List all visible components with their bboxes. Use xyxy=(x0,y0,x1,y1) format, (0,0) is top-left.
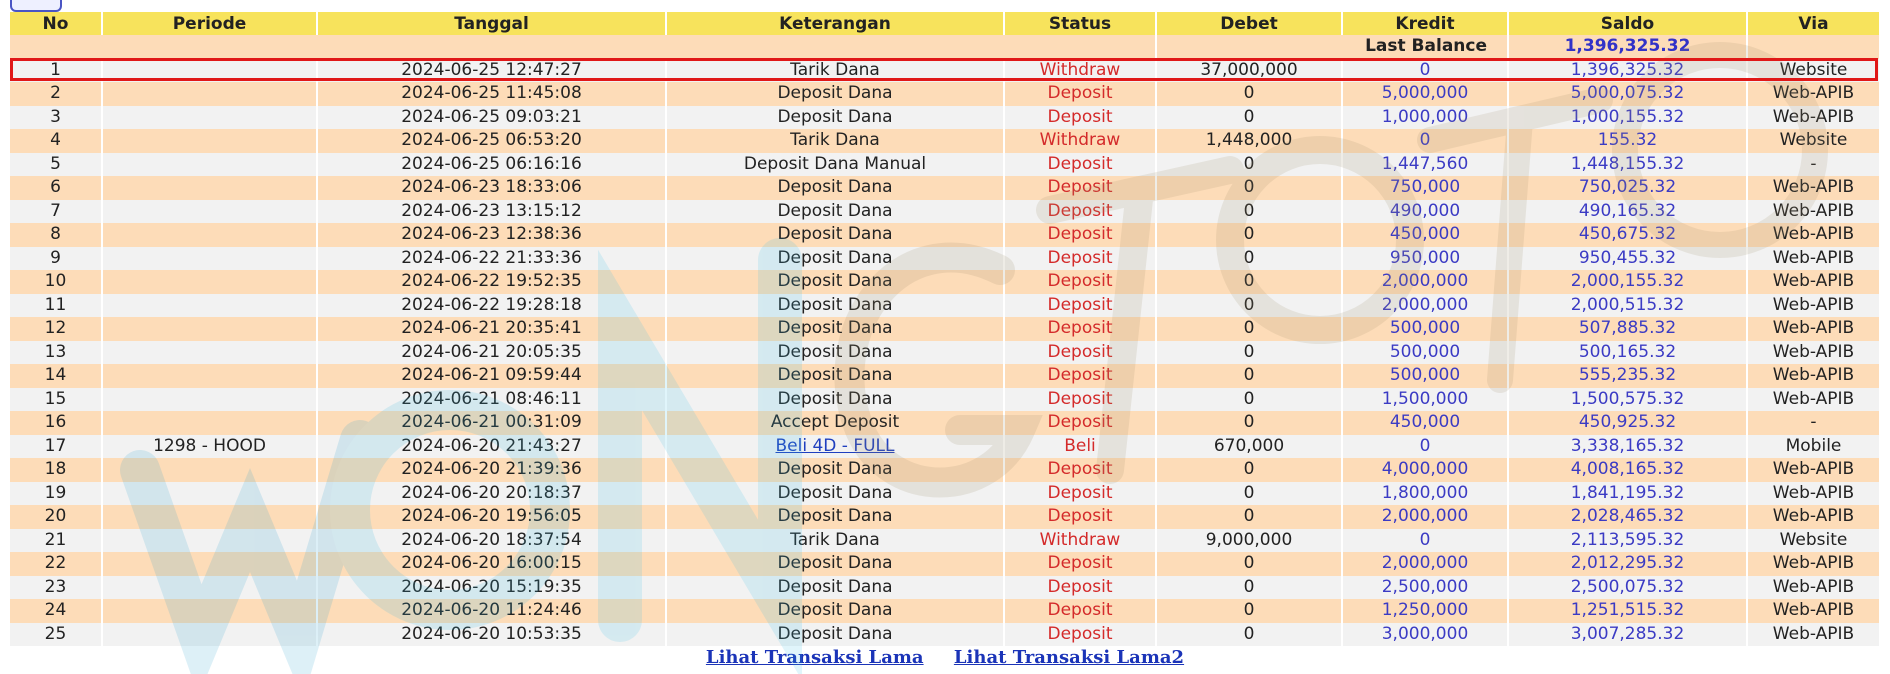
cell-periode xyxy=(102,294,317,318)
cell-no: 2 xyxy=(10,82,102,106)
cell-no: 20 xyxy=(10,505,102,529)
cell-status: Deposit xyxy=(1004,341,1156,365)
table-row xyxy=(10,435,1880,459)
cell-no: 5 xyxy=(10,153,102,177)
cell-no: 7 xyxy=(10,200,102,224)
table-row xyxy=(10,176,1880,200)
cell-status: Deposit xyxy=(1004,106,1156,130)
cell-kredit: 2,000,000 xyxy=(1342,552,1508,576)
cell-saldo: 155.32 xyxy=(1508,129,1747,153)
cell-saldo: 4,008,165.32 xyxy=(1508,458,1747,482)
cell-keterangan: Accept Deposit xyxy=(666,411,1004,435)
cell-status: Deposit xyxy=(1004,599,1156,623)
cell-keterangan: Deposit Dana xyxy=(666,270,1004,294)
cell-saldo: 500,165.32 xyxy=(1508,341,1747,365)
cell-status: Withdraw xyxy=(1004,59,1156,83)
cell-status: Deposit xyxy=(1004,505,1156,529)
cell-kredit: 2,500,000 xyxy=(1342,576,1508,600)
cell-keterangan: Deposit Dana xyxy=(666,623,1004,647)
table-row xyxy=(10,411,1880,435)
cell-keterangan: Deposit Dana xyxy=(666,505,1004,529)
table-row xyxy=(10,317,1880,341)
cell-kredit: 500,000 xyxy=(1342,341,1508,365)
cell-status: Deposit xyxy=(1004,623,1156,647)
table-row xyxy=(10,294,1880,318)
cell-kredit: 1,250,000 xyxy=(1342,599,1508,623)
cell-saldo: 3,338,165.32 xyxy=(1508,435,1747,459)
document-icon xyxy=(10,0,62,12)
cell-keterangan: Deposit Dana Manual xyxy=(666,153,1004,177)
header-debet: Debet xyxy=(1156,12,1342,35)
cell-keterangan: Deposit Dana xyxy=(666,364,1004,388)
cell-via: Web-APIB xyxy=(1747,505,1880,529)
cell-periode xyxy=(102,247,317,271)
table-row xyxy=(10,388,1880,412)
cell-tanggal: 2024-06-23 18:33:06 xyxy=(317,176,666,200)
cell-no: 8 xyxy=(10,223,102,247)
cell-keterangan: Deposit Dana xyxy=(666,106,1004,130)
cell-keterangan xyxy=(666,435,1004,459)
header-no: No xyxy=(10,12,102,35)
cell-debet: 0 xyxy=(1156,82,1342,106)
header-via: Via xyxy=(1747,12,1880,35)
cell-debet: 0 xyxy=(1156,599,1342,623)
cell-via: Web-APIB xyxy=(1747,200,1880,224)
cell-tanggal: 2024-06-21 20:35:41 xyxy=(317,317,666,341)
cell-keterangan: Deposit Dana xyxy=(666,200,1004,224)
cell-kredit: 0 xyxy=(1342,529,1508,553)
cell-kredit: 2,000,000 xyxy=(1342,270,1508,294)
cell-tanggal: 2024-06-23 13:15:12 xyxy=(317,200,666,224)
cell-status: Deposit xyxy=(1004,82,1156,106)
cell-tanggal: 2024-06-20 20:18:37 xyxy=(317,482,666,506)
cell-periode xyxy=(102,200,317,224)
cell-no: 15 xyxy=(10,388,102,412)
cell-kredit: 500,000 xyxy=(1342,364,1508,388)
cell-tanggal: 2024-06-21 09:59:44 xyxy=(317,364,666,388)
cell-periode xyxy=(102,505,317,529)
cell-periode xyxy=(102,153,317,177)
header-periode: Periode xyxy=(102,12,317,35)
cell-via: Web-APIB xyxy=(1747,82,1880,106)
cell-debet: 0 xyxy=(1156,364,1342,388)
header-keterangan: Keterangan xyxy=(666,12,1004,35)
cell-periode xyxy=(102,176,317,200)
cell-kredit: 490,000 xyxy=(1342,200,1508,224)
cell-tanggal: 2024-06-22 21:33:36 xyxy=(317,247,666,271)
cell-keterangan: Deposit Dana xyxy=(666,82,1004,106)
cell-saldo: 2,028,465.32 xyxy=(1508,505,1747,529)
cell-via: Web-APIB xyxy=(1747,106,1880,130)
cell-periode xyxy=(102,482,317,506)
cell-no: 1 xyxy=(10,59,102,83)
cell-keterangan: Deposit Dana xyxy=(666,599,1004,623)
cell-periode xyxy=(102,270,317,294)
cell-debet: 0 xyxy=(1156,576,1342,600)
cell-tanggal: 2024-06-22 19:52:35 xyxy=(317,270,666,294)
cell-status: Deposit xyxy=(1004,552,1156,576)
cell-periode xyxy=(102,529,317,553)
cell-keterangan: Deposit Dana xyxy=(666,341,1004,365)
header-tanggal: Tanggal xyxy=(317,12,666,35)
cell-kredit: 450,000 xyxy=(1342,411,1508,435)
cell-kredit: 0 xyxy=(1342,435,1508,459)
cell-tanggal: 2024-06-25 09:03:21 xyxy=(317,106,666,130)
cell-keterangan: Deposit Dana xyxy=(666,247,1004,271)
cell-status: Deposit xyxy=(1004,270,1156,294)
cell-keterangan: Deposit Dana xyxy=(666,317,1004,341)
cell-no: 16 xyxy=(10,411,102,435)
cell-saldo: 1,500,575.32 xyxy=(1508,388,1747,412)
cell-tanggal: 2024-06-20 18:37:54 xyxy=(317,529,666,553)
cell-periode xyxy=(102,317,317,341)
cell-no: 14 xyxy=(10,364,102,388)
cell-debet: 0 xyxy=(1156,176,1342,200)
cell-debet: 0 xyxy=(1156,388,1342,412)
table-row xyxy=(10,59,1880,83)
cell-periode xyxy=(102,458,317,482)
cell-periode xyxy=(102,411,317,435)
cell-saldo: 750,025.32 xyxy=(1508,176,1747,200)
cell-saldo: 2,012,295.32 xyxy=(1508,552,1747,576)
cell-kredit: 450,000 xyxy=(1342,223,1508,247)
cell-debet: 0 xyxy=(1156,623,1342,647)
cell-tanggal: 2024-06-21 20:05:35 xyxy=(317,341,666,365)
cell-status: Deposit xyxy=(1004,576,1156,600)
last-balance-value: 1,396,325.32 xyxy=(1508,35,1747,59)
cell-kredit: 1,447,560 xyxy=(1342,153,1508,177)
cell-kredit: 0 xyxy=(1342,129,1508,153)
cell-via: Web-APIB xyxy=(1747,576,1880,600)
cell-saldo: 490,165.32 xyxy=(1508,200,1747,224)
cell-via: - xyxy=(1747,153,1880,177)
cell-status: Withdraw xyxy=(1004,529,1156,553)
cell-no: 22 xyxy=(10,552,102,576)
transaction-detail-link[interactable]: Beli 4D - FULL xyxy=(775,435,895,456)
cell-no: 18 xyxy=(10,458,102,482)
cell-no: 25 xyxy=(10,623,102,647)
table-row xyxy=(10,106,1880,130)
cell-via: Web-APIB xyxy=(1747,176,1880,200)
cell-status: Deposit xyxy=(1004,294,1156,318)
cell-saldo: 1,448,155.32 xyxy=(1508,153,1747,177)
cell-status: Deposit xyxy=(1004,223,1156,247)
cell-status: Deposit xyxy=(1004,364,1156,388)
cell-via: Web-APIB xyxy=(1747,388,1880,412)
cell-keterangan: Deposit Dana xyxy=(666,576,1004,600)
cell-keterangan: Deposit Dana xyxy=(666,294,1004,318)
cell-via: Web-APIB xyxy=(1747,247,1880,271)
cell-via: Web-APIB xyxy=(1747,458,1880,482)
cell-periode xyxy=(102,341,317,365)
cell-debet: 0 xyxy=(1156,106,1342,130)
cell-via: Website xyxy=(1747,529,1880,553)
cell-debet: 0 xyxy=(1156,317,1342,341)
cell-status: Beli xyxy=(1004,435,1156,459)
table-row xyxy=(10,247,1880,271)
cell-status: Deposit xyxy=(1004,200,1156,224)
cell-tanggal: 2024-06-21 00:31:09 xyxy=(317,411,666,435)
cell-tanggal: 2024-06-20 21:39:36 xyxy=(317,458,666,482)
cell-no: 17 xyxy=(10,435,102,459)
header-kredit: Kredit xyxy=(1342,12,1508,35)
cell-status: Deposit xyxy=(1004,176,1156,200)
cell-via: Web-APIB xyxy=(1747,623,1880,647)
cell-no: 13 xyxy=(10,341,102,365)
cell-saldo: 2,000,515.32 xyxy=(1508,294,1747,318)
table-row xyxy=(10,576,1880,600)
cell-kredit: 2,000,000 xyxy=(1342,505,1508,529)
table-row xyxy=(10,505,1880,529)
cell-tanggal: 2024-06-20 10:53:35 xyxy=(317,623,666,647)
cell-saldo: 2,113,595.32 xyxy=(1508,529,1747,553)
table-row xyxy=(10,223,1880,247)
cell-status: Deposit xyxy=(1004,411,1156,435)
table-row xyxy=(10,623,1880,647)
cell-debet: 0 xyxy=(1156,505,1342,529)
cell-debet: 0 xyxy=(1156,341,1342,365)
table-row xyxy=(10,270,1880,294)
cell-saldo: 1,000,155.32 xyxy=(1508,106,1747,130)
cell-debet: 0 xyxy=(1156,223,1342,247)
cell-debet: 0 xyxy=(1156,270,1342,294)
cell-saldo: 450,675.32 xyxy=(1508,223,1747,247)
table-row xyxy=(10,599,1880,623)
cell-via: Web-APIB xyxy=(1747,317,1880,341)
cell-debet: 0 xyxy=(1156,458,1342,482)
cell-debet: 9,000,000 xyxy=(1156,529,1342,553)
last-balance-row xyxy=(10,35,1880,59)
cell-kredit: 0 xyxy=(1342,59,1508,83)
cell-status: Deposit xyxy=(1004,247,1156,271)
cell-tanggal: 2024-06-21 08:46:11 xyxy=(317,388,666,412)
transaction-table xyxy=(10,12,1881,646)
cell-via: Web-APIB xyxy=(1747,364,1880,388)
cell-saldo: 3,007,285.32 xyxy=(1508,623,1747,647)
cell-no: 19 xyxy=(10,482,102,506)
cell-via: - xyxy=(1747,411,1880,435)
cell-saldo: 5,000,075.32 xyxy=(1508,82,1747,106)
cell-no: 4 xyxy=(10,129,102,153)
table-row xyxy=(10,552,1880,576)
table-row xyxy=(10,364,1880,388)
cell-tanggal: 2024-06-25 12:47:27 xyxy=(317,59,666,83)
cell-periode xyxy=(102,388,317,412)
cell-saldo: 450,925.32 xyxy=(1508,411,1747,435)
cell-kredit: 1,000,000 xyxy=(1342,106,1508,130)
table-row xyxy=(10,200,1880,224)
cell-debet: 1,448,000 xyxy=(1156,129,1342,153)
cell-periode xyxy=(102,129,317,153)
cell-periode xyxy=(102,576,317,600)
cell-debet: 37,000,000 xyxy=(1156,59,1342,83)
cell-saldo: 1,841,195.32 xyxy=(1508,482,1747,506)
cell-via: Website xyxy=(1747,129,1880,153)
cell-debet: 670,000 xyxy=(1156,435,1342,459)
cell-debet: 0 xyxy=(1156,294,1342,318)
cell-kredit: 750,000 xyxy=(1342,176,1508,200)
cell-via: Website xyxy=(1747,59,1880,83)
cell-keterangan: Tarik Dana xyxy=(666,529,1004,553)
cell-tanggal: 2024-06-22 19:28:18 xyxy=(317,294,666,318)
cell-tanggal: 2024-06-20 19:56:05 xyxy=(317,505,666,529)
footer-links xyxy=(0,647,1890,668)
cell-via: Web-APIB xyxy=(1747,270,1880,294)
cell-kredit: 500,000 xyxy=(1342,317,1508,341)
header-saldo: Saldo xyxy=(1508,12,1747,35)
cell-status: Withdraw xyxy=(1004,129,1156,153)
cell-kredit: 2,000,000 xyxy=(1342,294,1508,318)
cell-debet: 0 xyxy=(1156,153,1342,177)
cell-debet: 0 xyxy=(1156,552,1342,576)
cell-no: 6 xyxy=(10,176,102,200)
cell-debet: 0 xyxy=(1156,482,1342,506)
lihat-transaksi-lama2-link[interactable]: Lihat Transaksi Lama2 xyxy=(953,647,1185,668)
cell-periode xyxy=(102,106,317,130)
cell-saldo: 507,885.32 xyxy=(1508,317,1747,341)
cell-tanggal: 2024-06-23 12:38:36 xyxy=(317,223,666,247)
cell-via: Mobile xyxy=(1747,435,1880,459)
cell-periode xyxy=(102,364,317,388)
cell-status: Deposit xyxy=(1004,388,1156,412)
cell-no: 23 xyxy=(10,576,102,600)
cell-kredit: 5,000,000 xyxy=(1342,82,1508,106)
cell-via: Web-APIB xyxy=(1747,294,1880,318)
cell-saldo: 555,235.32 xyxy=(1508,364,1747,388)
cell-tanggal: 2024-06-20 21:43:27 xyxy=(317,435,666,459)
cell-kredit: 1,800,000 xyxy=(1342,482,1508,506)
cell-periode xyxy=(102,552,317,576)
cell-keterangan: Deposit Dana xyxy=(666,458,1004,482)
cell-tanggal: 2024-06-20 16:00:15 xyxy=(317,552,666,576)
cell-no: 3 xyxy=(10,106,102,130)
cell-kredit: 1,500,000 xyxy=(1342,388,1508,412)
cell-tanggal: 2024-06-25 11:45:08 xyxy=(317,82,666,106)
cell-keterangan: Tarik Dana xyxy=(666,129,1004,153)
cell-saldo: 1,251,515.32 xyxy=(1508,599,1747,623)
cell-keterangan: Deposit Dana xyxy=(666,388,1004,412)
cell-status: Deposit xyxy=(1004,458,1156,482)
cell-kredit: 950,000 xyxy=(1342,247,1508,271)
table-row xyxy=(10,529,1880,553)
cell-via: Web-APIB xyxy=(1747,482,1880,506)
table-row xyxy=(10,129,1880,153)
cell-tanggal: 2024-06-20 15:19:35 xyxy=(317,576,666,600)
cell-keterangan: Deposit Dana xyxy=(666,482,1004,506)
last-balance-label: Last Balance xyxy=(1156,35,1508,59)
cell-keterangan: Deposit Dana xyxy=(666,552,1004,576)
cell-via: Web-APIB xyxy=(1747,341,1880,365)
cell-via: Web-APIB xyxy=(1747,599,1880,623)
cell-no: 24 xyxy=(10,599,102,623)
cell-periode: 1298 - HOOD xyxy=(102,435,317,459)
cell-status: Deposit xyxy=(1004,317,1156,341)
table-row xyxy=(10,153,1880,177)
cell-no: 12 xyxy=(10,317,102,341)
cell-debet: 0 xyxy=(1156,411,1342,435)
cell-no: 9 xyxy=(10,247,102,271)
cell-periode xyxy=(102,223,317,247)
cell-tanggal: 2024-06-25 06:53:20 xyxy=(317,129,666,153)
lihat-transaksi-lama-link[interactable]: Lihat Transaksi Lama xyxy=(705,647,924,668)
cell-no: 10 xyxy=(10,270,102,294)
cell-periode xyxy=(102,59,317,83)
cell-tanggal: 2024-06-20 11:24:46 xyxy=(317,599,666,623)
cell-debet: 0 xyxy=(1156,247,1342,271)
table-row xyxy=(10,341,1880,365)
cell-kredit: 4,000,000 xyxy=(1342,458,1508,482)
table-row xyxy=(10,458,1880,482)
cell-periode xyxy=(102,82,317,106)
cell-status: Deposit xyxy=(1004,482,1156,506)
header-status: Status xyxy=(1004,12,1156,35)
cell-no: 11 xyxy=(10,294,102,318)
cell-tanggal: 2024-06-25 06:16:16 xyxy=(317,153,666,177)
cell-saldo: 950,455.32 xyxy=(1508,247,1747,271)
cell-keterangan: Deposit Dana xyxy=(666,223,1004,247)
table-header-row xyxy=(10,12,1880,35)
cell-no: 21 xyxy=(10,529,102,553)
cell-status: Deposit xyxy=(1004,153,1156,177)
cell-via: Web-APIB xyxy=(1747,223,1880,247)
cell-keterangan: Tarik Dana xyxy=(666,59,1004,83)
cell-keterangan: Deposit Dana xyxy=(666,176,1004,200)
cell-saldo: 1,396,325.32 xyxy=(1508,59,1747,83)
cell-periode xyxy=(102,623,317,647)
table-row xyxy=(10,82,1880,106)
cell-saldo: 2,500,075.32 xyxy=(1508,576,1747,600)
cell-debet: 0 xyxy=(1156,200,1342,224)
cell-periode xyxy=(102,599,317,623)
table-row xyxy=(10,482,1880,506)
cell-saldo: 2,000,155.32 xyxy=(1508,270,1747,294)
cell-via: Web-APIB xyxy=(1747,552,1880,576)
cell-kredit: 3,000,000 xyxy=(1342,623,1508,647)
